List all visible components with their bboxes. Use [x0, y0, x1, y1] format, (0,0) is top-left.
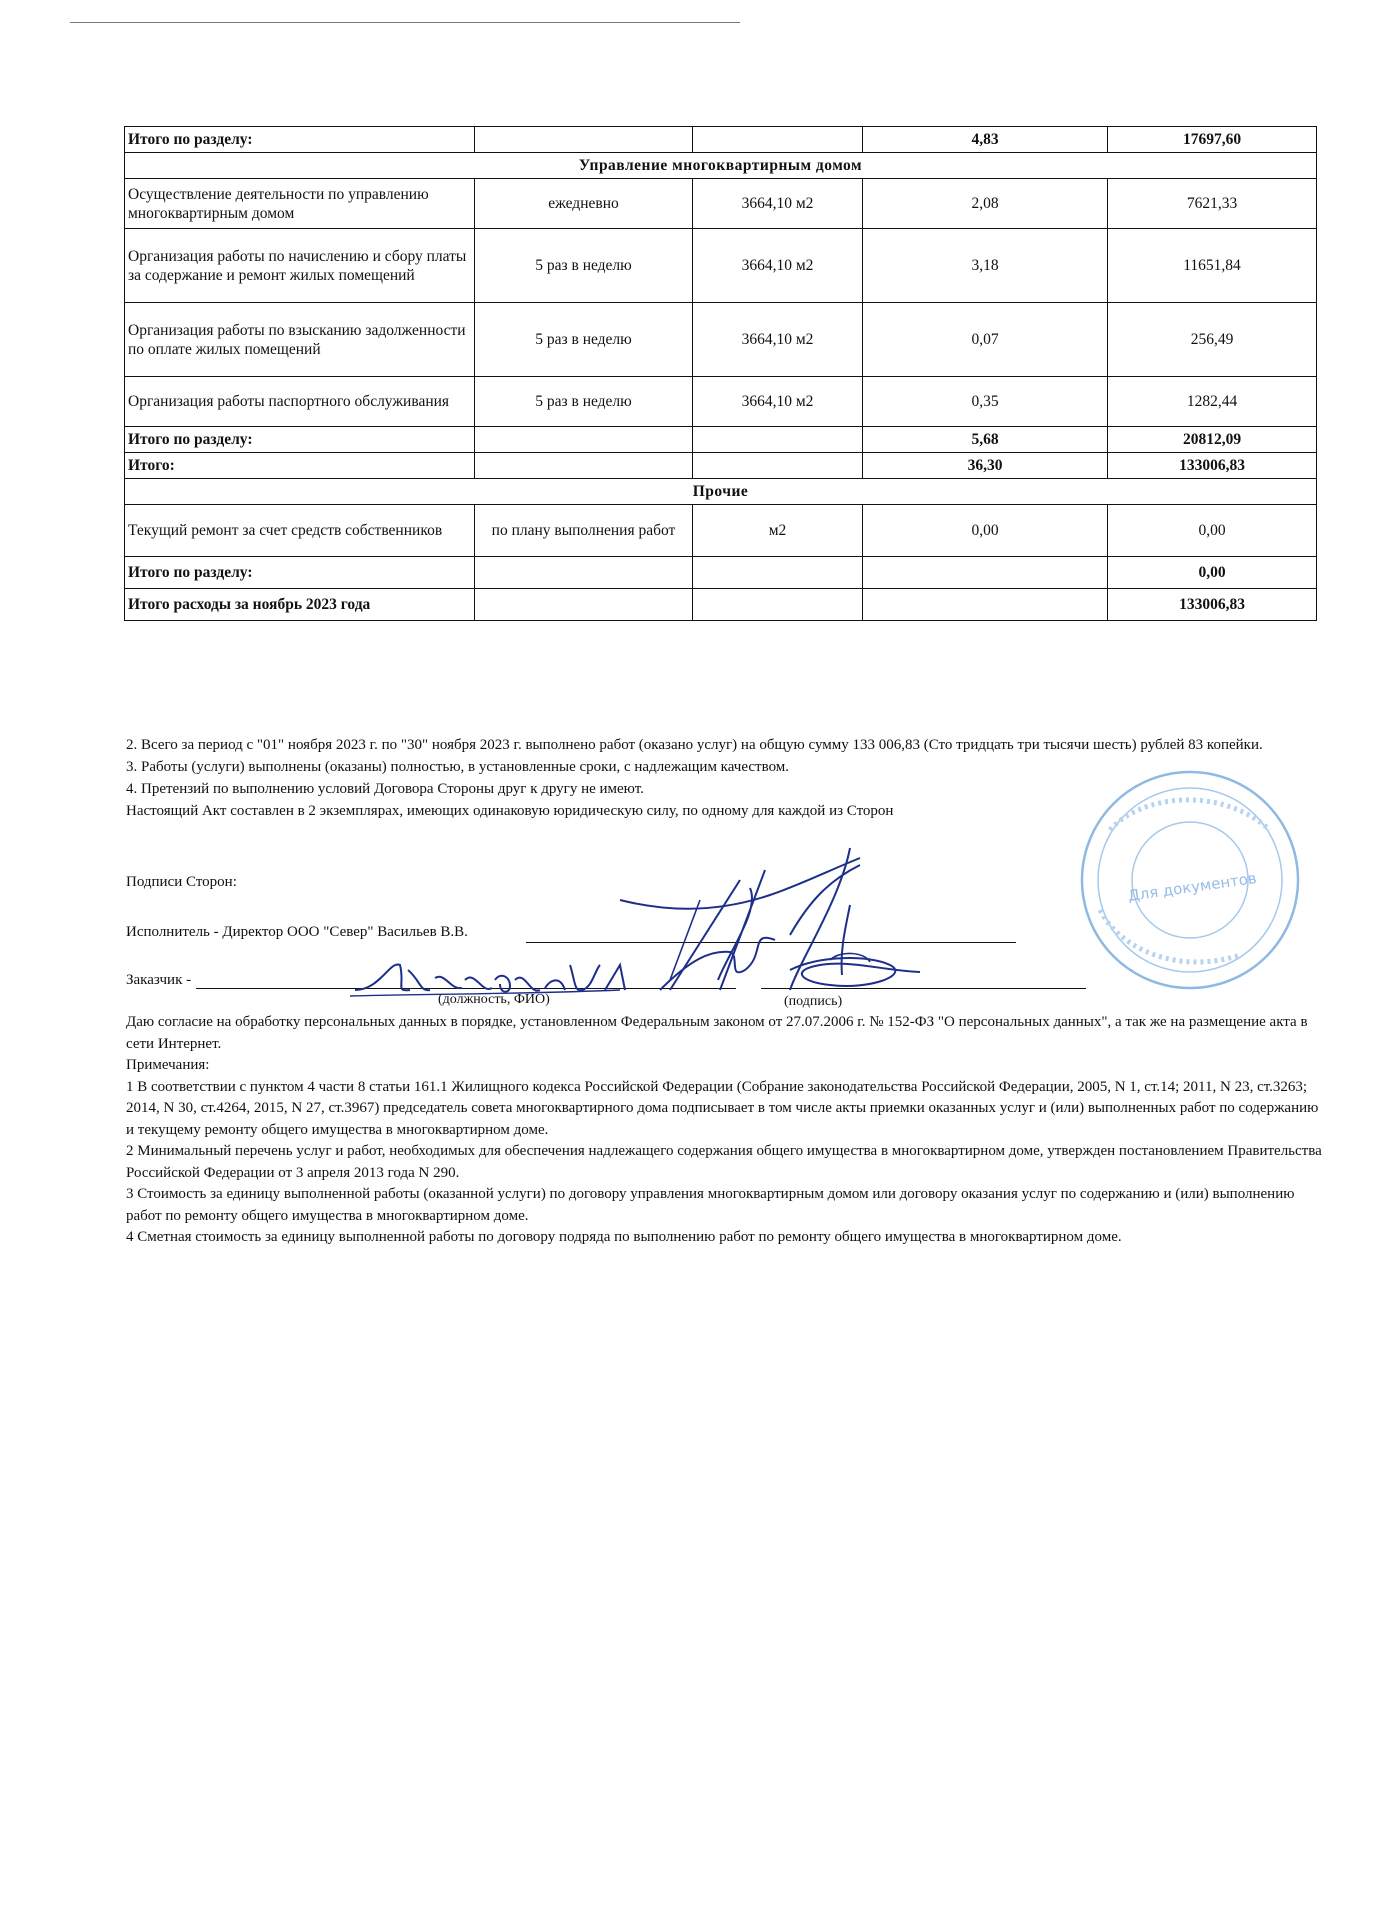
- consent-text: Даю согласие на обработку персональных данных в порядке, установленном Федеральным законом от 27.07.2006 г. № 152-ФЗ "О персональных данных", а так же на размещение акта в сети Интернет.: [126, 1014, 1308, 1052]
- paragraph-2: 2. Всего за период с "01" ноября 2023 г. по "30" ноября 2023 г. выполнено работ (оказано услуг) на общую сумму 133 006,83 (Сто тридцать три тысячи шесть) рублей 83 копейки.: [126, 737, 1263, 753]
- section-title: Управление многоквартирным домом: [125, 153, 1317, 179]
- rate-cell: [863, 589, 1108, 621]
- service-name-cell: Итого:: [125, 453, 475, 479]
- customer-sign-underline: [761, 988, 1086, 989]
- sum-cell: 0,00: [1108, 505, 1317, 557]
- service-name-cell: Итого по разделу:: [125, 557, 475, 589]
- unit-cell: [693, 589, 863, 621]
- frequency-cell: [475, 127, 693, 153]
- organization-stamp: [1060, 760, 1310, 1010]
- sum-cell: 17697,60: [1108, 127, 1317, 153]
- total-row: [125, 589, 1317, 621]
- unit-cell: [693, 453, 863, 479]
- total-row: [125, 453, 1317, 479]
- total-row: [125, 127, 1317, 153]
- top-rule: [70, 22, 740, 23]
- notes-block: [126, 1012, 1326, 1249]
- note-1: 1 В соответствии с пунктом 4 части 8 статьи 161.1 Жилищного кодекса Российской Федерации (Собрание законодательства Российской Федерации, 2005, N 1, ст.14; 2011, N 23, ст.3263; 2014, N 30, ст.4264, 2015, N 27, ст.3967) председатель совета многоквартирного дома подписывает в том числе акты приемки оказанных услуг и (или) выполненных работ по содержанию и текущему ремонту общего имущества в многоквартирном доме.: [126, 1078, 1319, 1138]
- frequency-cell: 5 раз в неделю: [475, 229, 693, 303]
- service-name-cell: Итого расходы за ноябрь 2023 года: [125, 589, 475, 621]
- paragraph-3: 3. Работы (услуги) выполнены (оказаны) полностью, в установленные сроки, с надлежащим качеством.: [126, 759, 790, 775]
- frequency-cell: [475, 589, 693, 621]
- service-name-cell: Организация работы по взысканию задолженности по оплате жилых помещений: [125, 303, 475, 377]
- service-name-cell: Организация работы по начислению и сбору платы за содержание и ремонт жилых помещений: [125, 229, 475, 303]
- unit-cell: [693, 557, 863, 589]
- service-name-cell: Итого по разделу:: [125, 127, 475, 153]
- unit-cell: м2: [693, 505, 863, 557]
- sum-cell: 256,49: [1108, 303, 1317, 377]
- sum-cell: 11651,84: [1108, 229, 1317, 303]
- service-row: [125, 303, 1317, 377]
- notes-heading: Примечания:: [126, 1057, 210, 1073]
- customer-line: Заказчик -: [126, 972, 192, 988]
- paragraph-4: 4. Претензий по выполнению условий Договора Стороны друг к другу не имеют.: [126, 781, 644, 797]
- sum-cell: 133006,83: [1108, 589, 1317, 621]
- rate-cell: 0,00: [863, 505, 1108, 557]
- service-row: [125, 229, 1317, 303]
- rate-cell: 3,18: [863, 229, 1108, 303]
- total-row: [125, 557, 1317, 589]
- unit-cell: 3664,10 м2: [693, 303, 863, 377]
- section-header-row: [125, 479, 1317, 505]
- frequency-cell: [475, 453, 693, 479]
- note-3: 3 Стоимость за единицу выполненной работы (оказанной услуги) по договору управления многоквартирным домом или договору оказания услуг по содержанию и (или) выполнению работ по ремонту общего имущества в многоквартирном доме.: [126, 1186, 1295, 1224]
- unit-cell: [693, 127, 863, 153]
- frequency-cell: 5 раз в неделю: [475, 303, 693, 377]
- service-name-cell: Организация работы паспортного обслуживания: [125, 377, 475, 427]
- note-4: 4 Сметная стоимость за единицу выполненной работы по договору подряда по выполнению работ по ремонту общего имущества в многоквартирном доме.: [126, 1229, 1122, 1245]
- service-row: [125, 179, 1317, 229]
- sum-cell: 0,00: [1108, 557, 1317, 589]
- service-row: [125, 505, 1317, 557]
- rate-cell: 36,30: [863, 453, 1108, 479]
- service-name-cell: Текущий ремонт за счет средств собственников: [125, 505, 475, 557]
- frequency-cell: 5 раз в неделю: [475, 377, 693, 427]
- frequency-cell: по плану выполнения работ: [475, 505, 693, 557]
- section-header-row: [125, 153, 1317, 179]
- paragraph-copies: Настоящий Акт составлен в 2 экземплярах, имеющих одинаковую юридическую силу, по одному для каждой из Сторон: [126, 803, 894, 819]
- rate-cell: [863, 557, 1108, 589]
- unit-cell: 3664,10 м2: [693, 229, 863, 303]
- rate-cell: 0,35: [863, 377, 1108, 427]
- unit-cell: 3664,10 м2: [693, 179, 863, 229]
- rate-cell: 2,08: [863, 179, 1108, 229]
- service-name-cell: Итого по разделу:: [125, 427, 475, 453]
- sum-cell: 20812,09: [1108, 427, 1317, 453]
- note-2: 2 Минимальный перечень услуг и работ, необходимых для обеспечения надлежащего содержания общего имущества в многоквартирном доме, утвержден постановлением Правительства Российской Федерации от 3 апреля 2013 года N 290.: [126, 1143, 1322, 1181]
- sum-cell: 133006,83: [1108, 453, 1317, 479]
- service-row: [125, 377, 1317, 427]
- unit-cell: 3664,10 м2: [693, 377, 863, 427]
- signatures-heading: Подписи Сторон:: [126, 874, 237, 890]
- sum-cell: 7621,33: [1108, 179, 1317, 229]
- rate-cell: 5,68: [863, 427, 1108, 453]
- sum-cell: 1282,44: [1108, 377, 1317, 427]
- unit-cell: [693, 427, 863, 453]
- rate-cell: 0,07: [863, 303, 1108, 377]
- service-name-cell: Осуществление деятельности по управлению многоквартирным домом: [125, 179, 475, 229]
- caption-position: (должность, ФИО): [438, 992, 550, 1007]
- customer-name-underline: [196, 988, 736, 989]
- executor-underline: [526, 942, 1016, 943]
- executor-line: Исполнитель - Директор ООО "Север" Васильев В.В.: [126, 924, 468, 940]
- frequency-cell: [475, 427, 693, 453]
- frequency-cell: ежедневно: [475, 179, 693, 229]
- rate-cell: 4,83: [863, 127, 1108, 153]
- caption-sign: (подпись): [784, 994, 843, 1009]
- services-table: [124, 126, 1317, 621]
- total-row: [125, 427, 1317, 453]
- section-title: Прочие: [125, 479, 1317, 505]
- svg-text:Для документов: Для документов: [1126, 869, 1258, 905]
- frequency-cell: [475, 557, 693, 589]
